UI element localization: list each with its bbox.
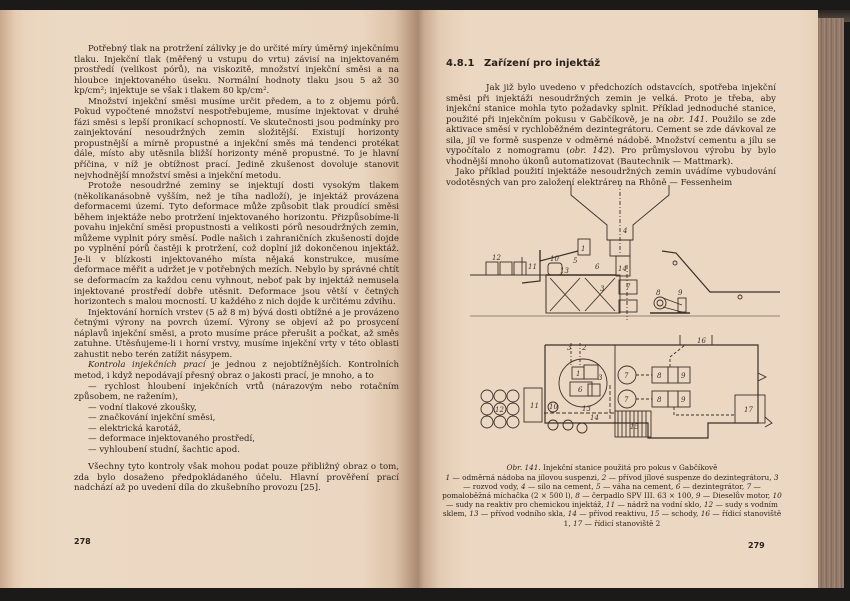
legend-text: — schody, (659, 509, 701, 519)
legend-text: — čerpadlo SPV III. 63 × 100, (579, 491, 696, 501)
elevation-view (470, 185, 780, 375)
control-line (674, 407, 735, 415)
legend-text: — řídicí stanoviště 1, (563, 509, 782, 528)
label-8a-plan: 8 (657, 372, 662, 380)
legend-text: — přívod vodního skla, (478, 509, 568, 519)
barrel-12 (514, 262, 526, 275)
label-11-plan: 11 (530, 402, 539, 410)
legend-number: 3 (773, 473, 779, 483)
label-10a-plan: 10 (549, 403, 558, 411)
page-number-left: 278 (74, 537, 91, 546)
label-10: 10 (550, 255, 559, 263)
list-item: — deformace injektovaného prostředí, (88, 434, 256, 445)
label-1: 1 (581, 245, 586, 253)
paragraph (446, 83, 776, 167)
barrel-10-plan (577, 423, 587, 433)
ground-line (470, 275, 546, 313)
legend-number: 7 (746, 482, 752, 492)
legend-text: — sudy na reaktiv pro chemickou injektáž, (446, 500, 606, 510)
dash-links (636, 375, 652, 399)
page-edges (818, 18, 844, 588)
legend-text: — přívod reaktivu, (576, 509, 651, 519)
legend-text: — nádrž na vodní sklo, (615, 500, 704, 510)
text-run: Jak již bylo uvedeno v předchozích odstavcích, spotřeba injekční směsi při injektáži nesoudržných zemin je velká. Proto je třeba, aby injekční stanice mohla tyto požadavky splnit. Příklad jednoduché stanice, použité při injekčním pokusu v Gabčíkově, je na (446, 83, 776, 125)
label-12-plan: 12 (495, 406, 504, 414)
legend-text: — odměrná nádoba na jílovou suspenzi, (450, 473, 602, 483)
caption-title (442, 463, 782, 472)
legend-number: 1 (445, 473, 451, 483)
text-run: ). Pro průmyslovou výrobu by bylo vhodnější mnoho úkonů automatizovat (Bautechnik — Mattmark). (446, 146, 776, 167)
legend-number: 2 (601, 473, 607, 483)
label-3: 3 (600, 285, 605, 293)
platform (546, 275, 620, 313)
motor-box (668, 367, 678, 383)
label-5: 5 (573, 257, 578, 265)
figure-caption (442, 463, 782, 528)
label-2-plan: 2 (582, 344, 587, 352)
closing-paragraph: Všechny tyto kontroly však mohou podat pouze přibližný obraz o tom, zda bylo dosaženo předpokládaného účelu. Hlavní prověření prací nadchází až po uvedení díla do zkušebního provozu [25]. (74, 462, 399, 494)
label-7b-plan: 7 (624, 396, 629, 404)
label-3b-plan: 3 (598, 374, 603, 382)
label-4: 4 (623, 227, 628, 235)
legend-number: 5 (595, 482, 601, 492)
legend-number: 17 (572, 518, 583, 528)
label-8: 8 (656, 289, 661, 297)
italic-lead: Kontrola injekčních prací (88, 360, 206, 371)
caption-title-text: Injekční stanice použitá pro pokus v Gabčíkově (540, 463, 718, 472)
label-13-plan: 13 (582, 405, 591, 413)
paragraph: Potřebný tlak na protržení zálivky je do určité míry úměrný injekčnímu tlaku. Injekční tlak (měřený u vstupu do vrtu) závisí na injektovaném prostředí (velikost pórů), na viskozitě, množství injekční směsi a na hloubce injektovaného úseku. Normální hodnoty tlaku jsou 5 až 30 kp/cm²; injektuje se však i tlakem 80 kp/cm². (74, 44, 399, 97)
section-title: Zařízení pro injektáž (484, 58, 601, 69)
disintegrator-circle (559, 359, 607, 407)
paragraph: Množství injekční směsi musíme určit předem, a to z objemu pórů. Pokud vypočtené množství nespotřebujeme, musíme injektovat v druhé fázi směsi s lepší pronikací schopností. Ve skutečnosti jsou podmínky pro zainjektování nesoudržných zemin složitější. Existují horizonty propustnější a mírně propustné a injekční směs má tendenci protékat dále, místo aby utěsnila bližší horizonty méně propustné. To je hlavní příčina, v níž je obtížnost prací. Jedině zkušenost dovoluje stanovit nejvhodnější množství směsi a injekční metodu. (74, 96, 399, 181)
label-7: 7 (626, 283, 631, 291)
figure-ref: obr. 142 (569, 146, 609, 157)
legend-text: — váha na cement, (600, 482, 676, 492)
label-17-plan: 17 (744, 406, 753, 414)
caption-ref: Obr. 141. (506, 463, 541, 472)
label-8b-plan: 8 (657, 396, 662, 404)
legend-number: 11 (605, 500, 616, 510)
legend-number: 4 (520, 482, 526, 492)
mixer-7 (619, 300, 637, 312)
label-9a-plan: 9 (681, 372, 686, 380)
legend-text: — Dieselův motor, (700, 491, 773, 501)
roof-right (662, 251, 780, 292)
legend-number: 13 (469, 509, 479, 519)
legend-text: — dezintegrátor, (680, 482, 747, 492)
label-3-plan: 3 (567, 344, 572, 352)
lamp-icon (738, 295, 742, 299)
text-run: . Použilo se zde aktivace směsí v rychloběžném dezintegrátoru. Cement se zde dávkoval ze sila, jíl ve formě suspenze v odměrné nádobě. Množství cementu a jílu se vypočítalo z nomogramu ( (446, 114, 776, 157)
platform-bracing (550, 278, 615, 311)
label-7a-plan: 7 (624, 372, 629, 380)
list-item: — vodní tlakové zkoušky, (88, 402, 197, 413)
legend-number: 14 (567, 509, 577, 519)
label-1-plan: 1 (576, 370, 581, 378)
legend-text: — řídicí stanoviště 2 (582, 518, 661, 528)
control-paragraph (74, 360, 399, 381)
label-15-plan: 15 (630, 423, 639, 431)
box (588, 384, 600, 396)
left-page-body (74, 44, 399, 494)
control-line (670, 345, 685, 367)
barrel-10-plan (548, 420, 558, 430)
diagram-labels (492, 227, 753, 431)
section-heading (446, 58, 600, 69)
list-item: — rychlost hloubení injekčních vrtů (nárazovým nebo rotačním způsobem, ne ražením), (74, 381, 399, 403)
pump-8 (657, 300, 663, 306)
caption-legend (442, 473, 782, 528)
list-item: — značkování injekční směsi, (88, 413, 216, 424)
label-9b-plan: 9 (681, 396, 686, 404)
barrel-10-plan (563, 420, 573, 430)
arrow-icon (765, 417, 772, 427)
legend-number: 15 (650, 509, 660, 519)
list-item: — vyhloubení studní, šachtic apod. (88, 444, 240, 455)
legend-text: — přívod jílové suspenze do dezintegrátoru, (606, 473, 774, 483)
paragraph: Jako příklad použití injektáže nesoudržných zemin uvádíme vybudování vodotěsných van pro založení elektráren na Rhôně — Fessenheim (446, 167, 776, 188)
barrel-12 (500, 262, 512, 275)
label-11: 11 (528, 263, 537, 271)
label-6-plan: 6 (578, 386, 583, 394)
legend-text: — rozvod vody, (463, 482, 521, 492)
label-12: 12 (492, 254, 501, 262)
legend-text: — silo na cement, (525, 482, 596, 492)
legend-number: 10 (772, 491, 782, 501)
legend-number: 6 (675, 482, 681, 492)
control-paragraph-rest: je jednou z nejobtížnějších. Kontrolních metod, i když nepodávají přesný obraz o jakosti prací, je mnoho, a to (74, 360, 399, 381)
paragraph: Injektování horních vrstev (5 až 8 m) bývá dosti obtížné a je provázeno četnými výrony na povrch území. Výrony se objeví až po prosycení náplavů injekční směsi, a proto musíme práce přerušit a počkat, až směs zatuhne. Utěsňujeme-li i horní vrstvy, musíme injekční vrty v této oblasti zahustit nebo terén zatížit násypem. (74, 307, 399, 360)
label-9: 9 (678, 289, 683, 297)
barrel-12 (486, 262, 498, 275)
label-14-plan: 14 (590, 414, 599, 422)
arrow-icon (758, 373, 766, 381)
label-13: 13 (560, 267, 569, 275)
weigher-5 (584, 365, 598, 379)
plan-view (481, 335, 772, 438)
legend-number: 16 (700, 509, 711, 519)
legend-number: 12 (703, 500, 714, 510)
label-6: 6 (595, 263, 600, 271)
legend-text: — sudy s vodním sklem, (442, 500, 778, 519)
motor-box (668, 391, 678, 407)
list-item: — elektrická karotáž, (88, 423, 182, 434)
section-number: 4.8.1 (446, 58, 475, 69)
right-page-body (446, 83, 776, 188)
legend-text: — pomaloběžná míchačka (2 × 500 l), (442, 482, 761, 501)
lamp-icon (673, 261, 677, 265)
page-number-right: 279 (748, 541, 765, 550)
paragraph: Protože nesoudržné zeminy se injektují dosti vysokým tlakem (několikanásobně vyšším, než je tíha nadloží), je injektáž provázena deformacemi území. Tyto deformace může způsobit tlak proudící směsi během injektáže nebo protržení injektovaného horizontu. Přizpůsobíme-li povahu injekční směsi propustnosti a velikosti pórů nesoudržných zemin, můžeme vyplnit póry směsí. Podle našich i zahraničních zkušeností dojde po vyplnění pórů častěji k protržení, což doplní již dokončenou injektáž. Je-li v blízkosti injektovaného místa nějaká konstrukce, musíme deformace měřit a udržet je v potřebných mezích. Nebylo by správné chtít se deformacím za každou cenu vyhnout, neboť pak by injektáž nemusela injektované prostředí dobře utěsnit. Deformace jsou větší v četných horizontech s malou mocností. U každého z nich dojde k určitému zdvihu. (74, 181, 399, 308)
legend-number: 9 (695, 491, 701, 501)
building-outline (545, 345, 758, 438)
label-16-plan: 16 (697, 337, 706, 345)
injection-station-diagram (470, 185, 780, 457)
label-14: 14 (618, 265, 627, 273)
diagram-svg (470, 185, 780, 457)
figure-ref: obr. 141 (668, 114, 706, 125)
legend-number: 8 (575, 491, 580, 501)
